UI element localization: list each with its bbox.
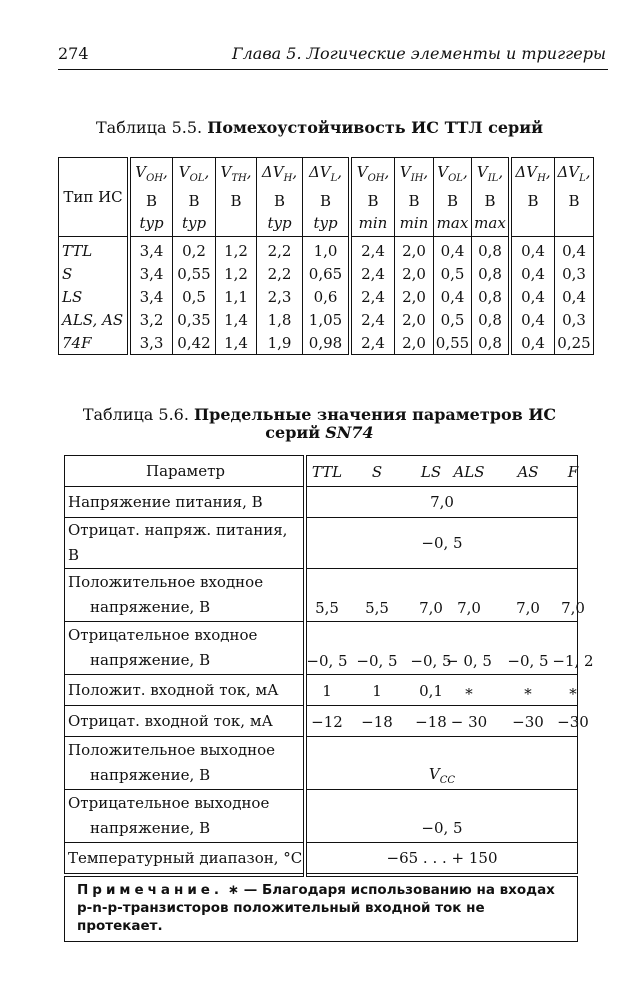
param-values — [305, 622, 594, 675]
column-symbol-main: ΔV — [308, 162, 331, 181]
column-symbol-sub: L — [579, 172, 586, 184]
table-row — [59, 237, 594, 263]
column-header-content — [555, 161, 593, 234]
column-symbol: $\Delta V_H$, — [261, 162, 298, 184]
table-cell: 0,8 — [472, 308, 511, 331]
note-text-line2: p-n-p-транзисторов положительный входной ток не протекает. — [77, 900, 485, 934]
value-cell: 7,0 — [561, 598, 585, 617]
table-cell: 0,2 — [173, 237, 216, 263]
column-symbol-sub: L — [330, 172, 338, 184]
column-symbol-sub: OL — [448, 172, 463, 184]
common-value: 7,0 — [430, 493, 454, 511]
column-header-content — [472, 161, 508, 234]
table-cell: 2,4 — [350, 262, 395, 285]
value-cell: −30 — [557, 712, 589, 731]
running-title: Глава 5. Логические элементы и триггеры — [232, 44, 606, 63]
table-cell: 0,5 — [434, 262, 472, 285]
column-mode: max — [436, 213, 469, 232]
column-unit: B — [367, 191, 379, 210]
caption-title: Предельные значения параметров ИС — [194, 405, 557, 424]
value-cell: −0, 5 — [356, 651, 398, 670]
table-cell: 2,0 — [395, 237, 434, 263]
table-cell: 0,8 — [472, 331, 511, 355]
table-note — [65, 875, 578, 942]
value-cell: 7,0 — [457, 598, 481, 617]
column-mode — [555, 212, 593, 234]
param-header: Параметр — [65, 456, 306, 487]
table-row — [65, 569, 578, 622]
series-name: F — [567, 462, 579, 481]
table-row — [59, 262, 594, 285]
value-cell: −0, 5 — [410, 651, 452, 670]
table-row — [65, 843, 578, 876]
column-header — [510, 158, 555, 237]
value-cell: 7,0 — [516, 598, 540, 617]
column-symbol: $V_{OL}$, — [437, 162, 468, 184]
param-label-line1: Положительное выходное — [68, 741, 276, 759]
table-row — [65, 518, 578, 569]
series-name: S — [371, 462, 383, 481]
value-row — [307, 709, 589, 734]
param-label — [65, 706, 306, 737]
param-values — [305, 737, 578, 790]
table-cell: 0,3 — [555, 308, 594, 331]
column-header-content — [131, 161, 172, 234]
column-header-content — [352, 161, 394, 234]
value-cell: 1 — [322, 681, 332, 700]
table-cell: 0,5 — [173, 285, 216, 308]
param-label-line1: Отрицательное входное — [68, 626, 258, 644]
table-cell: 1,2 — [216, 237, 257, 263]
caption-prefix: Таблица 5.5. — [96, 118, 203, 137]
column-symbol-main: V — [178, 162, 190, 181]
column-header-content — [434, 161, 471, 234]
table-cell: 3,3 — [129, 331, 173, 355]
param-label — [65, 622, 306, 675]
column-symbol-main: ΔV — [557, 162, 580, 181]
param-values — [305, 843, 578, 876]
page-number: 274 — [58, 44, 89, 63]
column-header — [434, 158, 472, 237]
table-cell: 1,1 — [216, 285, 257, 308]
column-header — [129, 158, 173, 237]
caption-prefix: Таблица 5.6. — [82, 405, 189, 424]
column-header-content — [395, 161, 433, 234]
table-cell: 3,4 — [129, 237, 173, 263]
table-cell: 1,0 — [303, 237, 351, 263]
value-cell: − 0, 5 — [446, 651, 492, 670]
table-cell: 0,35 — [173, 308, 216, 331]
series-name: ALS — [453, 462, 485, 481]
param-label-line1: Положительное входное — [68, 573, 264, 591]
series-name: LS — [420, 462, 442, 481]
common-value — [307, 765, 577, 786]
column-header-content — [512, 161, 554, 234]
common-value-sub: CC — [439, 774, 456, 786]
table-cell: 3,4 — [129, 262, 173, 285]
value-cell: ∗ — [463, 681, 475, 700]
value-cell: −1, 2 — [552, 651, 594, 670]
table-cell: 2,0 — [395, 262, 434, 285]
param-label-line2: напряжение, В — [90, 819, 211, 837]
common-value: −0, 5 — [421, 534, 463, 552]
table-cell: 0,3 — [555, 262, 594, 285]
caption-title: Помехоустойчивость ИС ТТЛ серий — [207, 118, 543, 137]
column-header — [350, 158, 395, 237]
note-word: Примечание. — [77, 882, 224, 898]
column-symbol-sub: TH — [231, 172, 247, 184]
table-cell: 0,4 — [510, 262, 555, 285]
column-symbol-sub: H — [283, 172, 293, 184]
column-symbol: $V_{OH}$, — [135, 162, 168, 184]
table-cell: 0,98 — [303, 331, 351, 355]
header-rule — [58, 69, 608, 70]
param-label — [65, 675, 306, 706]
column-symbol: $\Delta V_L$, — [557, 162, 591, 184]
table-row — [65, 737, 578, 790]
table-cell: 2,3 — [257, 285, 303, 308]
row-label: S — [59, 262, 130, 285]
table-cell: 0,8 — [472, 262, 511, 285]
column-unit: B — [408, 191, 420, 210]
column-header — [472, 158, 511, 237]
table-cell: 1,4 — [216, 331, 257, 355]
table-5-5-caption — [0, 119, 639, 137]
row-label: ALS, AS — [59, 308, 130, 331]
param-label — [65, 737, 306, 790]
table-cell: 0,5 — [434, 308, 472, 331]
common-value: −0, 5 — [421, 819, 463, 837]
value-cell: ∗ — [522, 681, 534, 700]
value-cell: −18 — [415, 712, 447, 731]
table-cell: 1,4 — [216, 308, 257, 331]
noise-immunity-table — [58, 157, 594, 355]
table-cell: 0,4 — [510, 285, 555, 308]
column-mode — [512, 212, 554, 234]
column-mode: typ — [313, 213, 338, 232]
table-cell: 0,8 — [472, 285, 511, 308]
table-cell: 2,4 — [350, 285, 395, 308]
column-unit: B — [273, 191, 286, 210]
param-values — [305, 706, 589, 737]
table-cell: 0,65 — [303, 262, 351, 285]
column-header — [257, 158, 303, 237]
column-symbol-sub: OL — [189, 172, 205, 184]
column-symbol: $V_{IH}$, — [399, 162, 429, 184]
value-cell: ∗ — [567, 681, 579, 700]
table-cell: 0,4 — [555, 285, 594, 308]
column-unit: B — [145, 191, 158, 210]
column-header — [395, 158, 434, 237]
column-mode: typ — [267, 213, 292, 232]
page-header — [58, 44, 606, 66]
column-symbol-main: V — [356, 162, 368, 181]
common-value-symbol: V — [428, 764, 440, 783]
corner-header: Тип ИС — [59, 158, 130, 237]
column-symbol-sub: OH — [367, 172, 385, 184]
column-symbol-main: V — [220, 162, 232, 181]
column-unit: B — [230, 191, 242, 210]
value-cell: −18 — [361, 712, 393, 731]
value-row — [306, 648, 594, 673]
column-mode — [216, 212, 256, 234]
column-symbol-main: V — [476, 162, 488, 181]
value-cell: 7,0 — [419, 598, 443, 617]
param-values — [305, 675, 578, 706]
note-text: ∗ — Благодаря использованию на входах — [227, 882, 555, 898]
table-row — [65, 487, 578, 518]
series-header-values — [307, 459, 577, 484]
table-cell: 2,4 — [350, 308, 395, 331]
column-mode: min — [358, 213, 388, 232]
column-symbol-main: V — [399, 162, 411, 181]
param-values — [305, 518, 578, 569]
table-cell: 0,42 — [173, 331, 216, 355]
table-cell: 1,05 — [303, 308, 351, 331]
column-symbol-sub: IL — [487, 172, 499, 184]
value-cell: −12 — [311, 712, 343, 731]
table-cell: 2,0 — [395, 308, 434, 331]
column-mode: max — [474, 213, 506, 232]
column-symbol-main: V — [135, 162, 147, 181]
table-cell: 2,4 — [350, 331, 395, 355]
limit-values-table — [64, 455, 594, 942]
row-label: 74F — [59, 331, 130, 355]
column-mode: min — [399, 213, 429, 232]
table-row — [59, 331, 594, 355]
value-cell: 5,5 — [315, 598, 339, 617]
table-cell: 0,55 — [434, 331, 472, 355]
param-label-line2: напряжение, В — [90, 651, 211, 669]
column-header — [173, 158, 216, 237]
column-symbol: $\Delta V_L$, — [308, 162, 343, 184]
param-values — [305, 790, 578, 843]
row-label: LS — [59, 285, 130, 308]
series-name: TTL — [311, 462, 343, 481]
caption-line2: серий — [265, 423, 321, 442]
note-row — [65, 875, 578, 942]
column-symbol-sub: OH — [146, 172, 163, 184]
column-header-content — [303, 161, 348, 234]
value-cell: 0,1 — [419, 681, 443, 700]
value-cell: 5,5 — [365, 598, 389, 617]
row-label: TTL — [59, 237, 130, 263]
table-cell: 0,8 — [472, 237, 511, 263]
common-value: −65 . . . + 150 — [386, 849, 498, 867]
table-cell: 3,2 — [129, 308, 173, 331]
column-unit: B — [319, 191, 332, 210]
table-row — [65, 675, 578, 706]
param-label-line1: Отрицат. напряж. питания, В — [68, 521, 288, 564]
table-cell: 0,25 — [555, 331, 594, 355]
table-row — [59, 308, 594, 331]
column-symbol: $\Delta V_H$, — [515, 162, 551, 184]
table-cell: 0,4 — [510, 331, 555, 355]
table-cell: 1,9 — [257, 331, 303, 355]
column-symbol: $V_{IL}$, — [476, 162, 504, 184]
column-unit: B — [188, 191, 200, 210]
param-label — [65, 569, 306, 622]
column-symbol-main: V — [437, 162, 449, 181]
column-unit: B — [446, 191, 459, 210]
table-row — [65, 622, 578, 675]
column-header-content — [216, 161, 256, 234]
value-cell: −0, 5 — [306, 651, 348, 670]
table-cell: 2,0 — [395, 285, 434, 308]
table-row — [59, 285, 594, 308]
value-cell: −30 — [512, 712, 544, 731]
column-unit: B — [568, 191, 580, 210]
table-header-row — [65, 456, 578, 487]
table-cell: 0,4 — [555, 237, 594, 263]
value-row — [307, 595, 585, 620]
column-symbol: $V_{OL}$, — [178, 162, 210, 184]
param-label-line1: Отрицат. входной ток, мА — [68, 711, 273, 730]
table-cell: 2,4 — [350, 237, 395, 263]
table-row — [65, 790, 578, 843]
table-cell: 0,4 — [510, 308, 555, 331]
param-values — [305, 487, 578, 518]
param-label-line2: напряжение, В — [90, 598, 211, 616]
table-cell: 0,4 — [434, 237, 472, 263]
table-cell: 1,8 — [257, 308, 303, 331]
column-symbol-main: ΔV — [515, 162, 538, 181]
column-header — [303, 158, 351, 237]
table-header-row — [59, 158, 594, 237]
column-header-content — [257, 161, 302, 234]
table-cell: 2,2 — [257, 262, 303, 285]
column-unit: B — [527, 191, 539, 210]
value-cell: −0, 5 — [507, 651, 549, 670]
column-header — [555, 158, 594, 237]
column-unit: B — [484, 191, 496, 210]
column-mode: typ — [181, 213, 207, 232]
table-cell: 0,4 — [434, 285, 472, 308]
param-values — [305, 569, 585, 622]
series-name: AS — [517, 462, 539, 481]
table-cell: 0,55 — [173, 262, 216, 285]
column-symbol: $V_{OH}$, — [356, 162, 390, 184]
param-label-line1: Положит. входной ток, мА — [68, 680, 279, 699]
table-cell: 2,2 — [257, 237, 303, 263]
param-label-line1: Напряжение питания, В — [68, 492, 263, 511]
column-symbol: $V_{TH}$, — [220, 162, 252, 184]
column-symbol-sub: IH — [410, 172, 424, 184]
table-cell: 1,2 — [216, 262, 257, 285]
table-cell: 0,6 — [303, 285, 351, 308]
table-cell: 2,0 — [395, 331, 434, 355]
table-5-6-caption — [0, 406, 639, 442]
param-label-line2: напряжение, В — [90, 766, 211, 784]
value-row — [307, 678, 577, 703]
value-cell: − 30 — [450, 712, 488, 731]
param-label — [65, 843, 306, 876]
caption-series: SN74 — [325, 423, 374, 442]
value-cell: 1 — [372, 681, 382, 700]
column-symbol-sub: H — [537, 172, 546, 184]
column-header — [216, 158, 257, 237]
series-header — [305, 456, 578, 487]
table-row — [65, 706, 578, 737]
param-label-line1: Отрицательное выходное — [68, 794, 270, 812]
param-label — [65, 518, 306, 569]
param-label-line1: Температурный диапазон, °C — [68, 848, 303, 867]
column-header-content — [173, 161, 215, 234]
param-label — [65, 487, 306, 518]
column-symbol-main: ΔV — [261, 162, 284, 181]
table-cell: 3,4 — [129, 285, 173, 308]
param-label — [65, 790, 306, 843]
table-cell: 0,4 — [510, 237, 555, 263]
column-mode: typ — [139, 213, 164, 232]
